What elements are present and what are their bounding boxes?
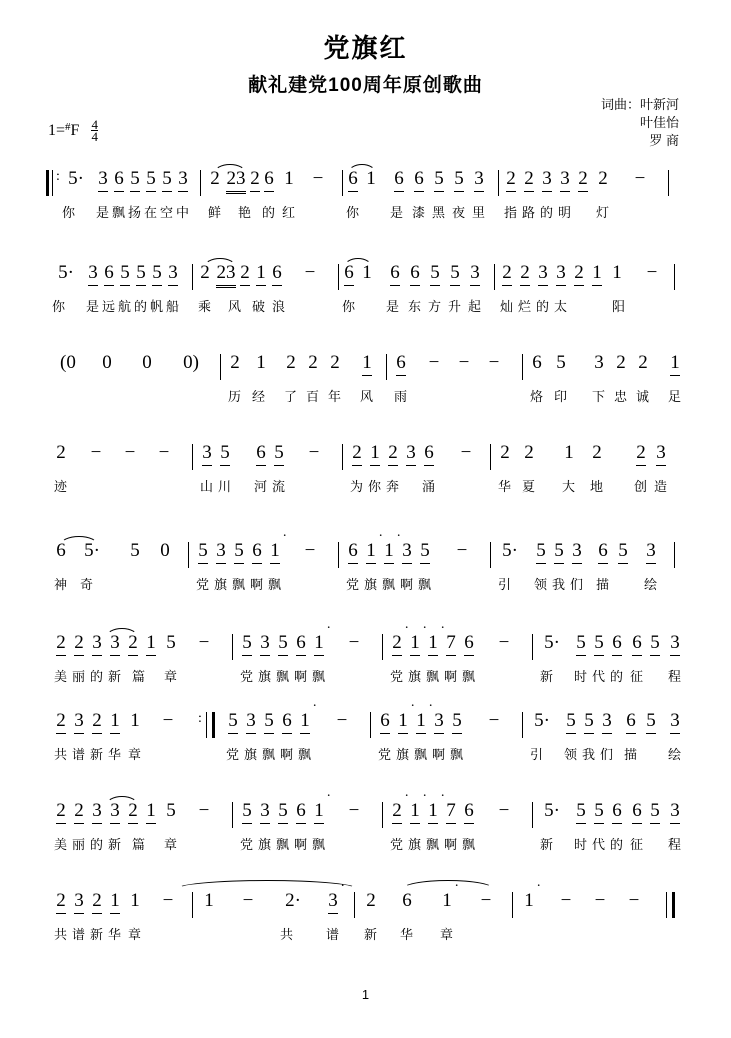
music-system-2 — [46, 262, 686, 320]
note: 3 — [98, 168, 108, 192]
note: 2 — [92, 710, 102, 734]
note-row — [46, 442, 686, 476]
note: − — [458, 352, 470, 373]
key-label: 1= — [48, 122, 66, 140]
note: 6 — [56, 540, 66, 561]
note: 1 — [612, 262, 622, 283]
note: 3 — [92, 800, 102, 824]
note: 5 — [584, 710, 594, 734]
note: − — [304, 540, 316, 561]
note: − — [498, 800, 510, 821]
note: 5 — [576, 800, 586, 824]
note: 5 — [576, 632, 586, 656]
note: 3 — [646, 540, 656, 564]
repeat-end-icon: : — [198, 711, 202, 726]
note: 1 — [146, 800, 156, 824]
note: 1 · — [384, 540, 394, 564]
note: 3 — [572, 540, 582, 564]
note: 6 — [632, 800, 642, 824]
note: − — [628, 890, 640, 911]
note: 2 — [520, 262, 530, 286]
note: 3 — [670, 632, 680, 656]
note: − — [162, 710, 174, 731]
key-note: F — [70, 122, 80, 140]
note: 2 — [524, 442, 534, 463]
note: 1 · — [442, 879, 460, 911]
note: 7 — [446, 632, 456, 656]
note: 5 — [594, 800, 604, 824]
note: 1 — [146, 632, 156, 656]
note: − — [158, 442, 170, 463]
note: 1 — [110, 890, 120, 914]
note: 2 — [250, 168, 260, 192]
note: 5 — [220, 442, 230, 466]
note: 3 — [542, 168, 552, 192]
note: 1 — [564, 442, 574, 463]
note: 3 — [110, 800, 120, 824]
note: 1 — [256, 352, 266, 373]
note: 5· — [68, 168, 84, 189]
slur — [176, 880, 358, 889]
key-accidental: # — [65, 121, 71, 134]
note: 2 — [592, 442, 602, 463]
note: 3 — [670, 710, 680, 734]
note: 6 — [296, 800, 306, 824]
note: 5 — [650, 632, 660, 656]
note: 5 — [198, 540, 208, 564]
note: 2 — [636, 442, 646, 466]
note: 5 — [152, 262, 162, 286]
note: 6 — [410, 262, 420, 286]
music-system-1 — [46, 168, 686, 226]
note: 6 — [348, 540, 358, 564]
note-row — [46, 699, 686, 744]
note: 1 · — [428, 800, 438, 824]
note: 1 — [592, 262, 602, 286]
note: 3 — [88, 262, 98, 286]
lyric-row: 迹 山 川 河 流 为 你 奔 涌 华 夏 大 地 创 造 — [54, 479, 668, 494]
note: 1 — [130, 710, 140, 731]
music-system-6 — [46, 621, 686, 690]
rest: 0 — [142, 352, 152, 373]
note: 3 — [670, 800, 680, 824]
note: 6 — [424, 442, 434, 466]
note: 6 — [380, 710, 390, 734]
music-system-9 — [46, 879, 686, 948]
note: 6 — [598, 540, 608, 564]
note: − — [480, 890, 492, 911]
note: 3 — [260, 800, 270, 824]
note: 5 — [650, 800, 660, 824]
note-row — [46, 789, 686, 834]
note: 6 — [394, 168, 404, 192]
note: − — [90, 442, 102, 463]
note: 2 — [598, 168, 608, 189]
note: 3 — [260, 632, 270, 656]
note: 5· — [544, 800, 560, 821]
music-system-3 — [46, 352, 686, 410]
note-row — [46, 879, 686, 924]
note: 6 — [296, 632, 306, 656]
repeat-start-icon: : — [56, 169, 60, 184]
note: 3 — [110, 632, 120, 656]
note: 6 — [390, 262, 400, 286]
note: − — [242, 890, 254, 911]
note: − — [634, 168, 646, 189]
note: 5 — [556, 352, 566, 373]
note: 23 — [226, 168, 246, 194]
note: 3 — [602, 710, 612, 734]
note: 5 — [162, 168, 172, 192]
page-number: 1 — [361, 987, 370, 1002]
note: 5 — [420, 540, 430, 564]
note: − — [488, 352, 500, 373]
note: 3 — [402, 540, 412, 564]
note: 2· — [285, 890, 301, 911]
note: 2 — [388, 442, 398, 466]
note: − — [456, 540, 468, 561]
note-row — [46, 168, 686, 202]
meter-numerator: 4 — [91, 117, 98, 132]
note: 3 — [594, 352, 604, 373]
music-system-4 — [46, 442, 686, 500]
note: 5 — [130, 168, 140, 192]
lyric-row: 美 丽 的 新 篇 章 党 旗 飘 啊 飘 党 旗 飘 啊 飘 新 时 代 的 征 程 — [54, 837, 682, 852]
note: 6 — [632, 632, 642, 656]
note: 3 · — [328, 890, 338, 914]
note: 1 · — [410, 632, 420, 656]
note: 6 — [252, 540, 262, 564]
note: − — [594, 890, 606, 911]
meter-denominator: 4 — [91, 129, 98, 144]
note: 3 — [406, 442, 416, 466]
note: 1 · — [366, 540, 376, 564]
note: 6 — [272, 262, 282, 286]
note: 6 — [402, 890, 412, 911]
note: 1 — [110, 710, 120, 734]
note: − — [488, 710, 500, 731]
lyric-row: 美 丽 的 新 篇 章 党 旗 飘 啊 飘 党 旗 飘 啊 飘 新 时 代 的 征 程 — [54, 669, 682, 684]
note: − — [646, 262, 658, 283]
note: 1 — [362, 352, 372, 376]
note: 1 — [370, 442, 380, 466]
lyric-row: 历 经 了 百 年 风 雨 烙 印 下 忠 诚 足 — [228, 389, 682, 404]
note: 1 · — [300, 710, 310, 734]
note: 2 — [502, 262, 512, 286]
note: 6 — [626, 710, 636, 734]
note: − — [348, 800, 360, 821]
note: 3 — [656, 442, 666, 466]
note: 1 · — [524, 879, 542, 911]
rest-group: (0 — [60, 352, 76, 373]
note: 5 — [264, 710, 274, 734]
note: 3 — [246, 710, 256, 734]
note: − — [124, 442, 136, 463]
note: 1 — [284, 168, 294, 189]
page-subtitle: 献礼建党100周年原创歌曲 — [248, 75, 483, 96]
note: 2 — [56, 632, 66, 656]
note: 6 — [114, 168, 124, 192]
note: 2 — [74, 800, 84, 824]
note: − — [498, 632, 510, 653]
note: 6 — [414, 168, 424, 192]
note: 5 — [136, 262, 146, 286]
note: 1 · — [270, 540, 280, 564]
note: 5 — [278, 800, 288, 824]
note: 2 — [500, 442, 510, 463]
note: 5· — [58, 262, 74, 283]
note: 5 — [566, 710, 576, 734]
note: − — [304, 262, 316, 283]
note: 5 — [242, 800, 252, 824]
note: 6 — [264, 168, 274, 192]
note: 2 — [616, 352, 626, 373]
credit-line-3: 罗 商 — [649, 133, 679, 148]
note: 5· — [544, 632, 560, 653]
note: 3 — [202, 442, 212, 466]
note: 5 — [434, 168, 444, 192]
note: 6 — [282, 710, 292, 734]
note: 5 — [234, 540, 244, 564]
note: 5 — [618, 540, 628, 564]
note: 3 — [74, 890, 84, 914]
lyric-row: 神 奇 党 旗 飘 啊 飘 党 旗 飘 啊 飘 引 领 我 们 描 绘 — [54, 577, 658, 592]
note: 6 — [256, 442, 266, 466]
time-signature — [91, 119, 98, 142]
note: 2 · — [392, 632, 402, 656]
note-row — [46, 529, 686, 574]
note: 1 — [670, 352, 680, 376]
note: 1 — [130, 890, 140, 911]
note: 3 — [538, 262, 548, 286]
lyric-row: 共 谱 新 华 章 党 旗 飘 啊 飘 党 旗 飘 啊 飘 引 领 我 们 描 绘 — [54, 747, 682, 762]
music-system-7 — [46, 699, 686, 768]
note: 2 — [286, 352, 296, 373]
note: 1 · — [314, 800, 324, 824]
note: 6 — [344, 262, 354, 286]
note: 1 — [256, 262, 266, 286]
note: 2 — [638, 352, 648, 373]
note: 2 — [230, 352, 240, 373]
note: 5 — [450, 262, 460, 286]
note: 1 · — [416, 710, 426, 734]
note: 3 — [560, 168, 570, 192]
music-system-5 — [46, 529, 686, 598]
note: 5 — [130, 540, 140, 561]
rest: 0 — [160, 540, 170, 561]
note: 2 — [210, 168, 220, 189]
note: 2 — [366, 890, 376, 911]
note: 5 — [430, 262, 440, 286]
note: 1 — [362, 262, 372, 283]
note-row — [46, 352, 686, 386]
note: 1 — [204, 890, 214, 911]
music-system-8 — [46, 789, 686, 858]
note-row — [46, 262, 686, 296]
credits — [601, 96, 679, 150]
lyric-row: 你 是 远 航 的 帆 船 乘 风 破 浪 你 是 东 方 升 起 灿 烂 的 太 阳 — [52, 299, 626, 314]
note: 6 — [464, 800, 474, 824]
note: 5· — [84, 540, 100, 561]
note: 7 — [446, 800, 456, 824]
note: − — [198, 632, 210, 653]
note: 3 — [216, 540, 226, 564]
rest: 0 — [102, 352, 112, 373]
slur — [402, 880, 494, 889]
note: 2 — [506, 168, 516, 192]
rest: 0) — [183, 352, 199, 373]
note: 5 — [242, 632, 252, 656]
note: − — [428, 352, 440, 373]
note: 2 — [200, 262, 210, 283]
note: 6 — [348, 168, 358, 192]
note: 3 — [434, 710, 444, 734]
note: 2 — [92, 890, 102, 914]
note: 6 — [104, 262, 114, 286]
note: − — [308, 442, 320, 463]
page-title: 党旗红 — [323, 33, 408, 63]
note-row — [46, 621, 686, 666]
note: 1 — [366, 168, 376, 189]
note: 5 — [228, 710, 238, 734]
note: − — [348, 632, 360, 653]
note: 2 · — [392, 800, 402, 824]
note: 6 — [396, 352, 406, 376]
credit-line-1: 词曲：叶新河 — [600, 97, 679, 112]
note: 3 — [92, 632, 102, 656]
lyric-row: 共 谱 新 华 章 共 谱 新 华 章 — [54, 927, 454, 942]
note: 2 — [308, 352, 318, 373]
note: 5 — [452, 710, 462, 734]
note: 3 — [556, 262, 566, 286]
note: 5 — [594, 632, 604, 656]
note: 3 — [74, 710, 84, 734]
note: − — [336, 710, 348, 731]
note: 2 — [56, 442, 66, 463]
note: 6 — [612, 800, 622, 824]
note: 23 — [216, 262, 236, 288]
note: 1 · — [314, 632, 324, 656]
note: 5 — [278, 632, 288, 656]
key-signature — [48, 117, 98, 144]
note: 1 · — [410, 800, 420, 824]
note: 2 — [128, 800, 138, 824]
note: 2 — [578, 168, 588, 192]
note: 2 — [74, 632, 84, 656]
lyric-row: 你 是 飘 扬 在 空 中 鲜 艳 的 红 你 是 漆 黑 夜 里 指 路 的 明 灯 — [62, 205, 610, 220]
note: 6 — [612, 632, 622, 656]
note: 1 · — [398, 710, 408, 734]
note: − — [198, 800, 210, 821]
note: 2 — [56, 800, 66, 824]
note: 2 — [56, 710, 66, 734]
note: 5 — [166, 632, 176, 653]
credit-line-2: 叶佳怡 — [639, 115, 679, 130]
note: − — [312, 168, 324, 189]
note: 2 — [574, 262, 584, 286]
note: − — [560, 890, 572, 911]
note: 5· — [534, 710, 550, 731]
note: 5 — [120, 262, 130, 286]
note: 3 — [168, 262, 178, 286]
note: 2 — [56, 890, 66, 914]
note: 5 — [646, 710, 656, 734]
note: − — [162, 890, 174, 911]
note: 2 — [240, 262, 250, 286]
note: 6 — [532, 352, 542, 373]
note: 2 — [330, 352, 340, 373]
note: 1 · — [428, 632, 438, 656]
note: 2 — [524, 168, 534, 192]
note: 6 — [464, 632, 474, 656]
note: 3 — [474, 168, 484, 192]
note: 3 — [470, 262, 480, 286]
note: 5 — [454, 168, 464, 192]
note: 5 — [554, 540, 564, 564]
note: 3 — [178, 168, 188, 192]
note: 5 — [166, 800, 176, 821]
note: 5 — [146, 168, 156, 192]
note: 5 — [536, 540, 546, 564]
note: 2 — [128, 632, 138, 656]
note: 2 — [352, 442, 362, 466]
note: 5 — [274, 442, 284, 466]
note: − — [460, 442, 472, 463]
note: 5· — [502, 540, 518, 561]
